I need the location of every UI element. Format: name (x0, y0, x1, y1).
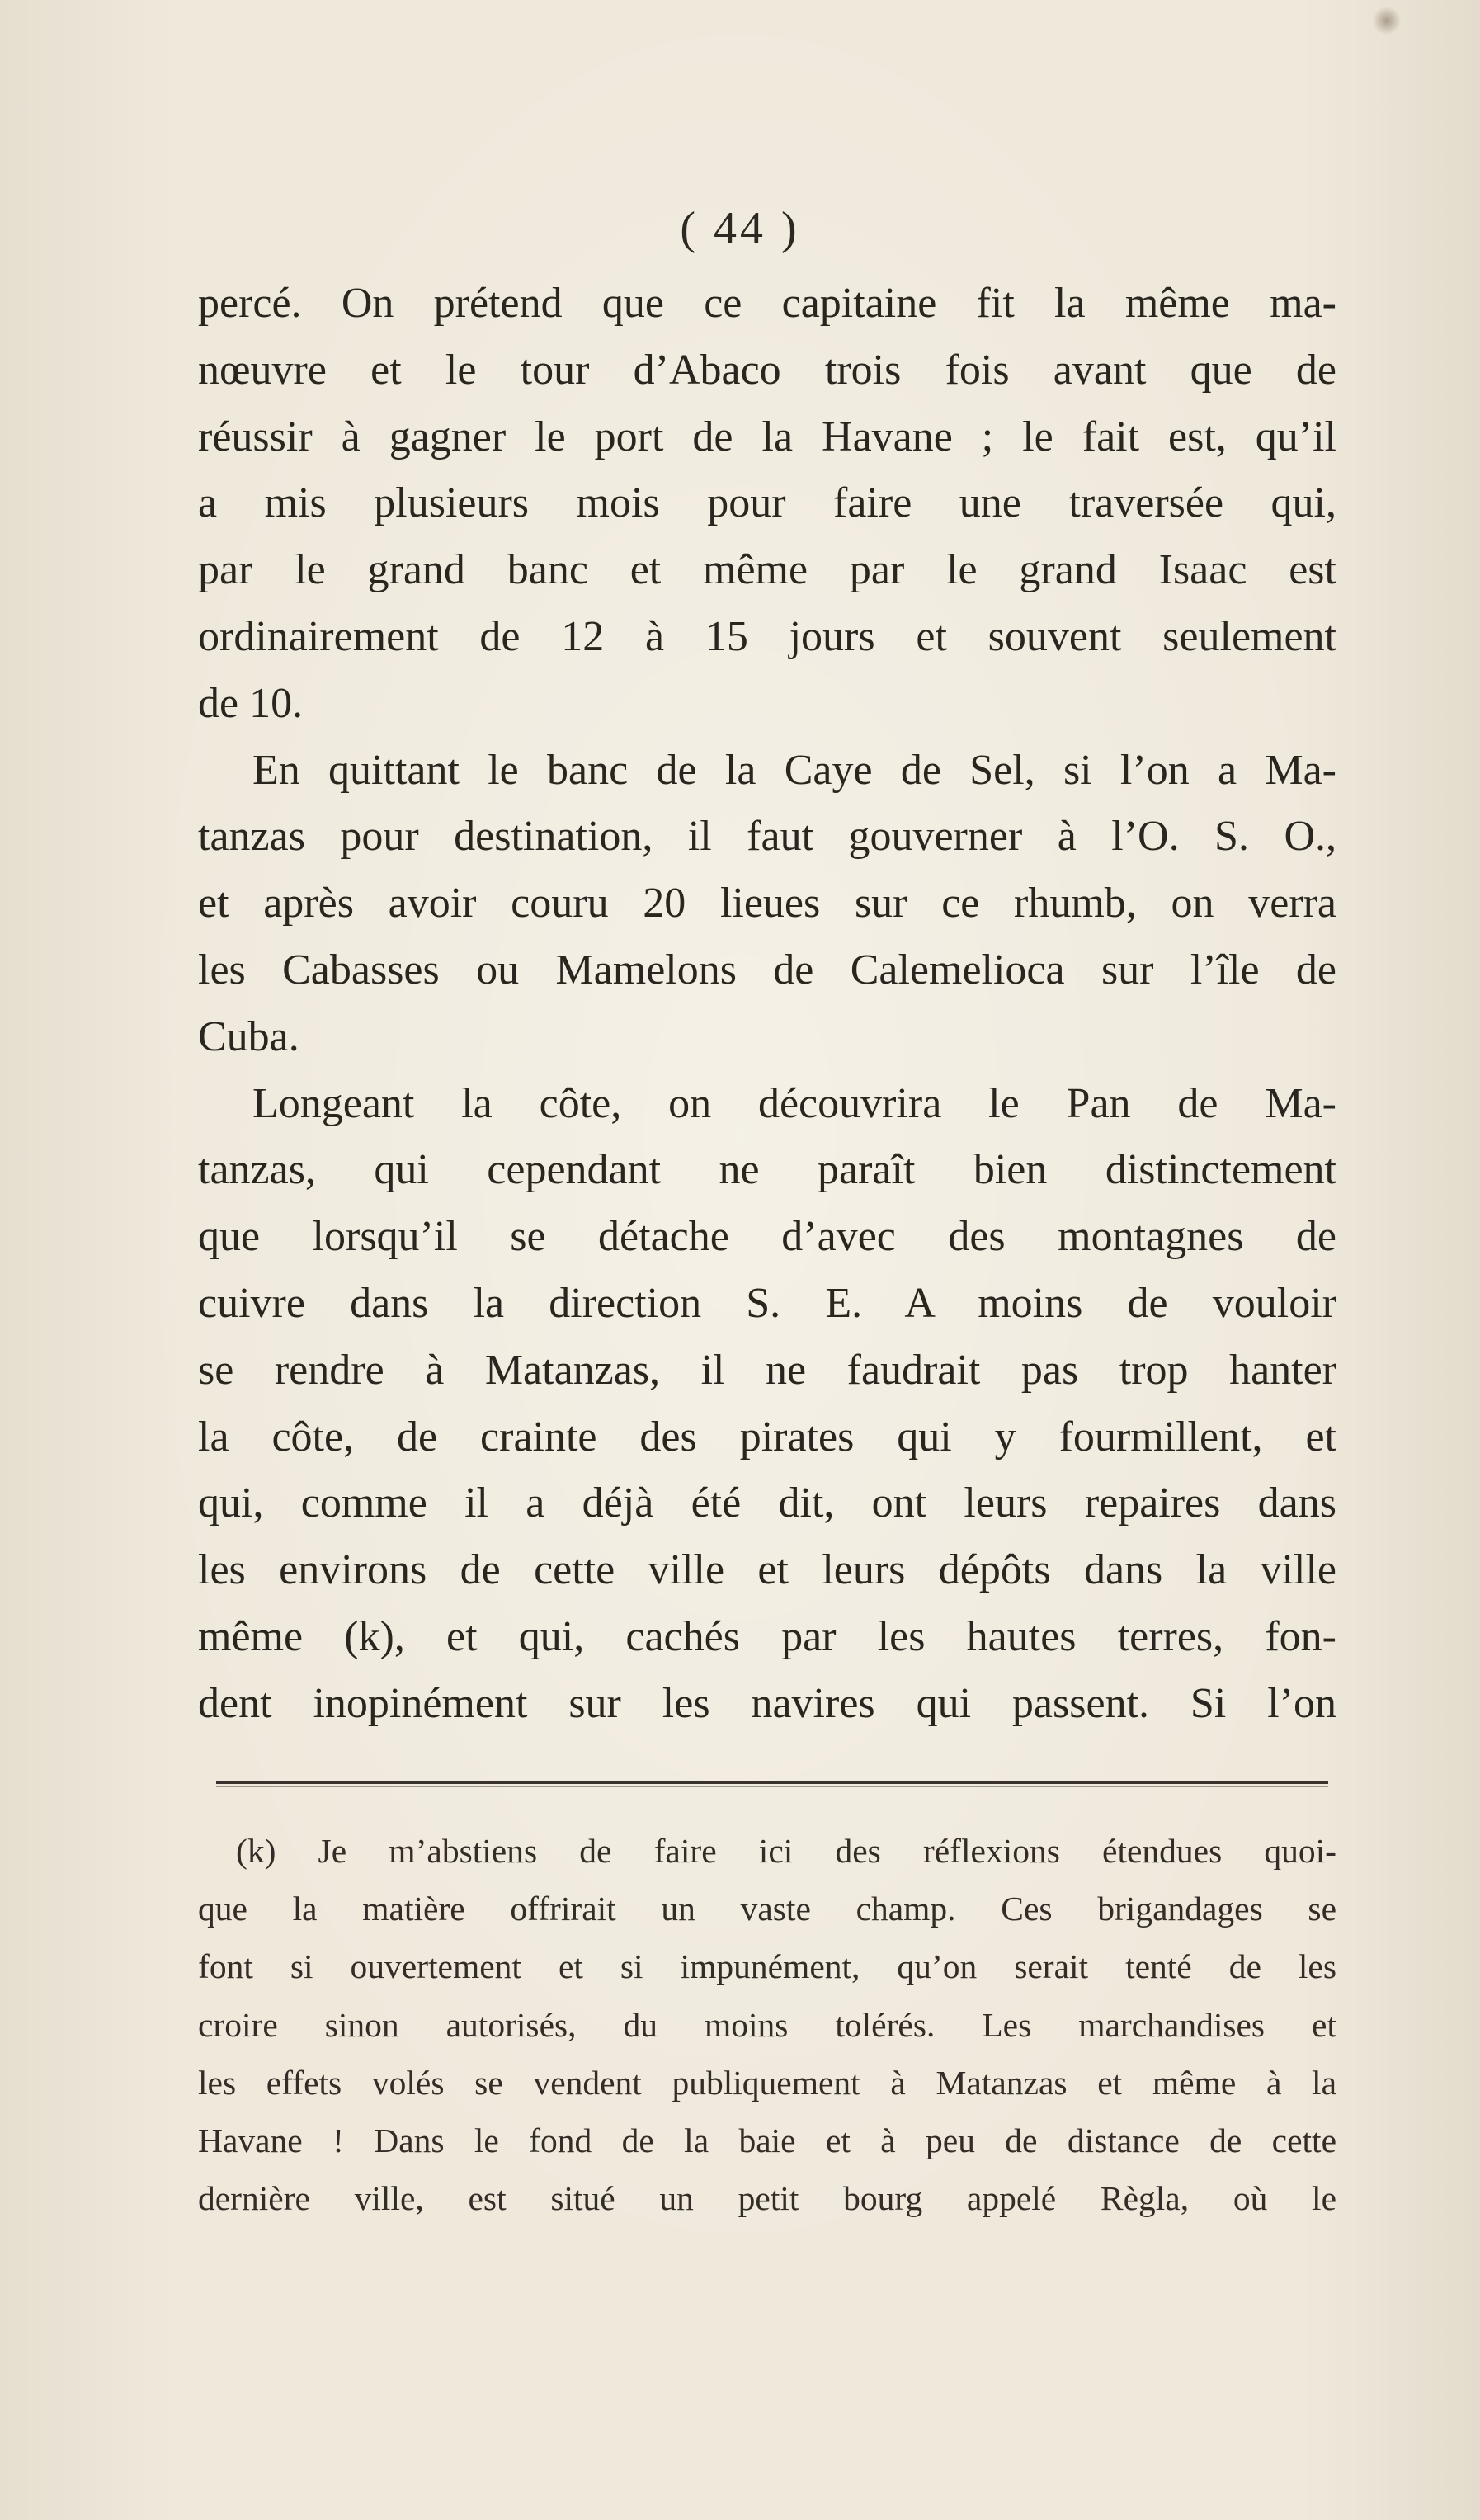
body-line: réussir à gagner le port de la Havane ; le fait est, qu’il (198, 413, 1336, 460)
body-line: En quittant le banc de la Caye de Sel, si l’on a Ma- (252, 746, 1336, 794)
footnote-divider (216, 1781, 1328, 1784)
body-line: la côte, de crainte des pirates qui y fourmillent, et (198, 1413, 1336, 1461)
body-line: Longeant la côte, on découvrira le Pan de Ma- (252, 1079, 1336, 1127)
body-line: tanzas, qui cependant ne paraît bien distinctement (198, 1146, 1336, 1194)
footnote-line: Havane ! Dans le fond de la baie et à peu de distance de cette (198, 2121, 1336, 2160)
body-line: Cuba. (198, 1012, 299, 1060)
body-line: nœuvre et le tour d’Abaco trois fois avant que de (198, 346, 1336, 394)
body-line: et après avoir couru 20 lieues sur ce rhumb, on verra (198, 880, 1336, 927)
body-line: cuivre dans la direction S. E. A moins de vouloir (198, 1279, 1336, 1327)
footnote-line: les effets volés se vendent publiquement à Matanzas et même à la (198, 2063, 1336, 2102)
body-line: par le grand banc et même par le grand Isaac est (198, 546, 1336, 594)
body-line: se rendre à Matanzas, il ne faudrait pas trop hanter (198, 1346, 1336, 1394)
body-line: tanzas pour destination, il faut gouverner à l’O. S. O., (198, 813, 1336, 861)
footnote-line: que la matière offrirait un vaste champ. Ces brigandages se (198, 1890, 1336, 1928)
body-line: de 10. (198, 679, 304, 727)
body-line: a mis plusieurs mois pour faire une traversée qui, (198, 479, 1336, 527)
footnote-line: font si ouvertement et si impunément, qu’on serait tenté de les (198, 1947, 1336, 1986)
page-number: ( 44 ) (680, 203, 800, 254)
body-line: qui, comme il a déjà été dit, ont leurs repaires dans (198, 1479, 1336, 1527)
body-line: les environs de cette ville et leurs dépôts dans la ville (198, 1546, 1336, 1594)
body-line: que lorsqu’il se détache d’avec des montagnes de (198, 1213, 1336, 1261)
body-line: les Cabasses ou Mamelons de Calemelioca sur l’île de (198, 946, 1336, 993)
footnote (198, 1822, 1336, 2227)
footnote-line: (k) Je m’abstiens de faire ici des réflexions étendues quoi- (236, 1832, 1336, 1870)
body-line: même (k), et qui, cachés par les hautes terres, fon- (198, 1612, 1336, 1660)
body-line: ordinairement de 12 à 15 jours et souvent seulement (198, 612, 1336, 660)
paper-stain (1372, 7, 1402, 35)
body-line: percé. On prétend que ce capitaine fit la même ma- (198, 280, 1336, 327)
body-text (198, 271, 1336, 1738)
body-line: dent inopinément sur les navires qui passent. Si l’on (198, 1679, 1336, 1727)
footnote-line: dernière ville, est situé un petit bourg appelé Règla, où le (198, 2179, 1336, 2218)
footnote-line: croire sinon autorisés, du moins tolérés. Les marchandises et (198, 2005, 1336, 2044)
